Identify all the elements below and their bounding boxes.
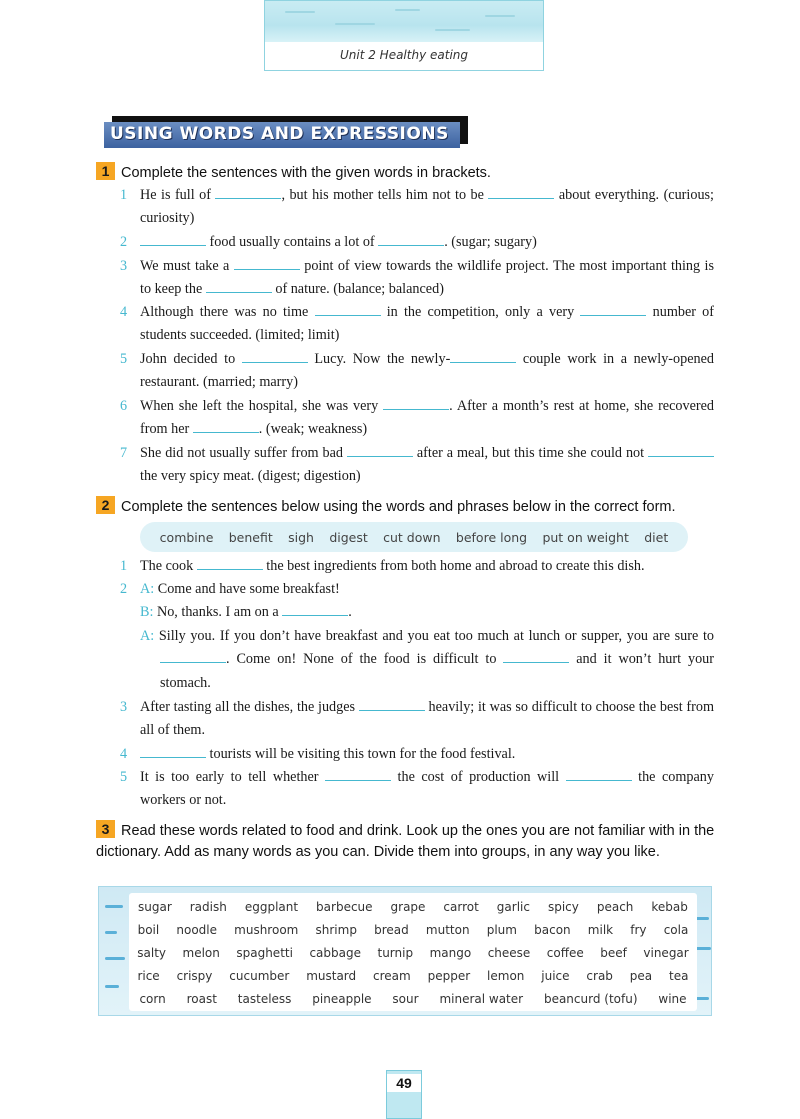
word-bank-item: combine (159, 529, 214, 545)
answer-blank[interactable] (503, 651, 569, 663)
answer-blank[interactable] (488, 187, 554, 199)
vocab-row: rice crispy cucumber mustard cream pepper lemon juice crab pea tea (137, 969, 689, 983)
answer-blank[interactable] (197, 558, 263, 570)
word-bank-item: cut down (383, 529, 441, 545)
word-bank-item: benefit (228, 529, 273, 545)
answer-blank[interactable] (359, 699, 425, 711)
vocab-row: boil noodle mushroom shrimp bread mutton plum bacon milk fry cola (137, 923, 689, 937)
answer-blank[interactable] (347, 445, 413, 457)
word-bank-item: sigh (288, 529, 314, 545)
exercise-3-instruction: 3 Read these words related to food and drink. Look up the ones you are not familiar with in the dictionary. Add as many words as you can. Divide them into groups, in any way you like. (96, 821, 715, 860)
answer-blank[interactable] (193, 421, 259, 433)
word-bank-item: before long (455, 529, 528, 545)
section-title (104, 116, 468, 148)
unit-label: Unit 2 Healthy eating (339, 48, 468, 62)
speaker-label: A: (140, 627, 155, 644)
answer-blank[interactable] (215, 187, 281, 199)
answer-blank[interactable] (648, 445, 714, 457)
word-bank-item: put on weight (542, 529, 629, 545)
vocab-row: corn roast tasteless pineapple sour mineral water beancurd (tofu) wine (139, 992, 687, 1006)
vocabulary-box (98, 886, 712, 1016)
answer-blank[interactable] (450, 351, 516, 363)
banner-decoration (265, 1, 543, 42)
section-title-text: USING WORDS AND EXPRESSIONS (110, 124, 449, 144)
answer-blank[interactable] (315, 304, 381, 316)
exercise-number-badge: 1 (96, 162, 115, 180)
exercise-number-badge: 3 (96, 820, 115, 838)
exercise-2-instruction: 2 Complete the sentences below using the words and phrases below in the correct form. (96, 496, 676, 518)
answer-blank[interactable] (140, 746, 206, 758)
exercise-1-instruction: 1 Complete the sentences with the given words in brackets. (96, 162, 491, 184)
answer-blank[interactable] (234, 258, 300, 270)
exercise-1-item: 5 John decided to Lucy. Now the newly- couple work in a newly-opened restaurant. (married; marry) (120, 351, 714, 391)
exercise-1-item: 6 When she left the hospital, she was very . After a month’s rest at home, she recovered from her . (weak; weakness) (120, 398, 714, 438)
answer-blank[interactable] (160, 651, 226, 663)
answer-blank[interactable] (325, 769, 391, 781)
exercise-number-badge: 2 (96, 496, 115, 514)
speaker-label: B: (140, 604, 154, 621)
vocab-row: sugar radish eggplant barbecue grape carrot garlic spicy peach kebab (137, 900, 688, 914)
exercise-1-item: 3 We must take a point of view towards the wildlife project. The most important thing is to keep the of nature. (balance; balanced) (120, 258, 715, 298)
answer-blank[interactable] (580, 304, 646, 316)
answer-blank[interactable] (566, 769, 632, 781)
exercise-2-item: 3 After tasting all the dishes, the judges heavily; it was so difficult to choose the best from all of them. (120, 699, 715, 739)
exercise-2-item: 4 tourists will be visiting this town for the food festival. (120, 746, 516, 762)
exercise-1-item: 7 She did not usually suffer from bad after a meal, but this time she could not the very spicy meat. (digest; digestion) (120, 442, 714, 489)
exercise-2-item: 1 The cook the best ingredients from both home and abroad to create this dish. (120, 558, 645, 574)
word-bank-item: digest (329, 529, 368, 545)
vocab-row: salty melon spaghetti cabbage turnip mango cheese coffee beef vinegar (137, 946, 689, 960)
speaker-label: A: (140, 581, 155, 597)
exercise-2-dialogue: 2 A: Come and have some breakfast! B: No, thanks. I am on a . A: Silly you. If you don’t have breakfast and you eat too much at lunch or supper, you are sure to . Come on! None of the food is difficult to and it won’t hurt your stomach. (120, 581, 714, 691)
answer-blank[interactable] (383, 398, 449, 410)
word-bank (140, 522, 688, 552)
page-number-text: 49 (387, 1074, 421, 1092)
answer-blank[interactable] (206, 281, 272, 293)
exercise-1-item: 4 Although there was no time in the competition, only a very number of students succeeded. (limited; limit) (120, 304, 715, 344)
answer-blank[interactable] (378, 234, 444, 246)
exercise-1-item: 2 food usually contains a lot of . (sugar; sugary) (120, 234, 537, 250)
answer-blank[interactable] (282, 604, 348, 616)
unit-banner (264, 0, 544, 71)
exercise-1-item: 1 He is full of , but his mother tells him not to be about everything. (curious; curiosity) (120, 187, 715, 227)
answer-blank[interactable] (242, 351, 308, 363)
word-bank-item: diet (644, 529, 669, 545)
answer-blank[interactable] (140, 234, 206, 246)
page-number (386, 1070, 422, 1119)
exercise-2-item: 5 It is too early to tell whether the cost of production will the company workers or not. (120, 769, 714, 809)
